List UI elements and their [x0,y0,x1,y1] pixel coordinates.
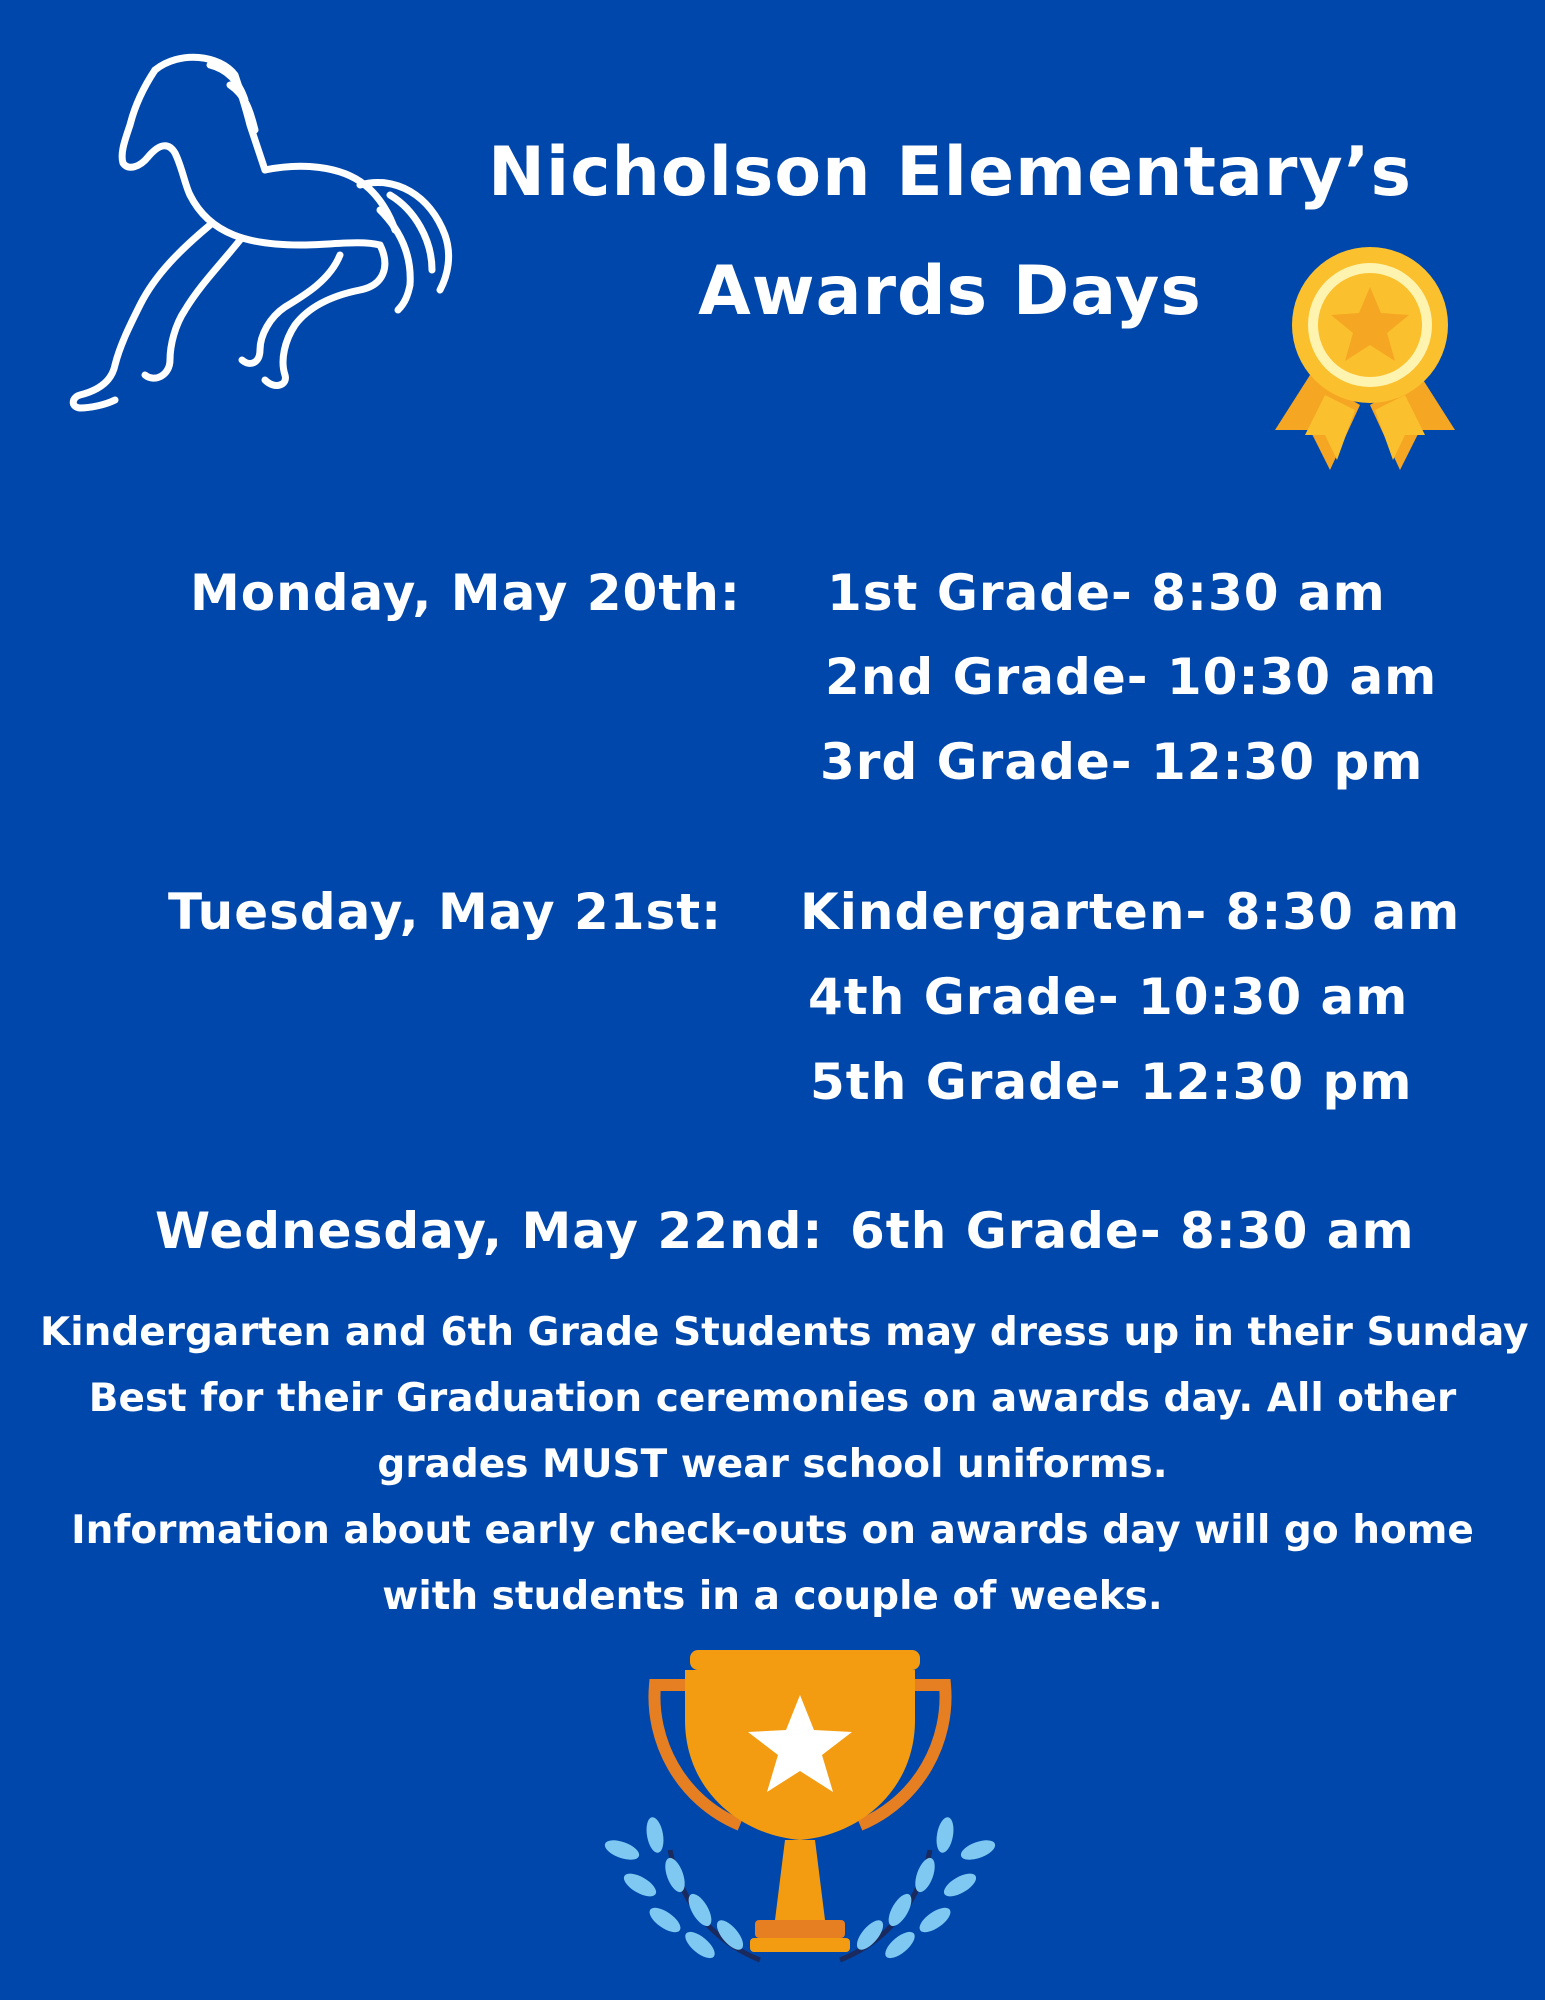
note-line: Best for their Graduation ceremonies on awards day. All other [88,1376,1457,1421]
schedule-slot: Kindergarten- 8:30 am [800,883,1461,941]
schedule-slot: 3rd Grade- 12:30 pm [820,733,1424,791]
schedule-day-monday: Monday, May 20th: [190,564,741,622]
note-line: Kindergarten and 6th Grade Students may dress up in their Sunday [40,1310,1529,1355]
horse-mascot-icon [60,45,460,425]
note-line: Information about early check-outs on awards day will go home [71,1508,1474,1553]
note-line: with students in a couple of weeks. [382,1574,1163,1619]
schedule-slot: 4th Grade- 10:30 am [808,968,1409,1026]
schedule-day-wednesday: Wednesday, May 22nd: [155,1202,824,1260]
schedule-day-tuesday: Tuesday, May 21st: [168,883,723,941]
schedule-slot: 5th Grade- 12:30 pm [810,1053,1413,1111]
schedule-slot: 6th Grade- 8:30 am [850,1202,1415,1260]
note-line: grades MUST wear school uniforms. [377,1442,1168,1487]
page-title-line-1: Nicholson Elementary’s [487,133,1413,212]
schedule-slot: 2nd Grade- 10:30 am [825,648,1438,706]
award-medal-icon [1265,245,1465,475]
schedule-slot: 1st Grade- 8:30 am [827,564,1386,622]
trophy-icon [600,1640,1000,1985]
page-title-line-2: Awards Days [698,252,1202,331]
